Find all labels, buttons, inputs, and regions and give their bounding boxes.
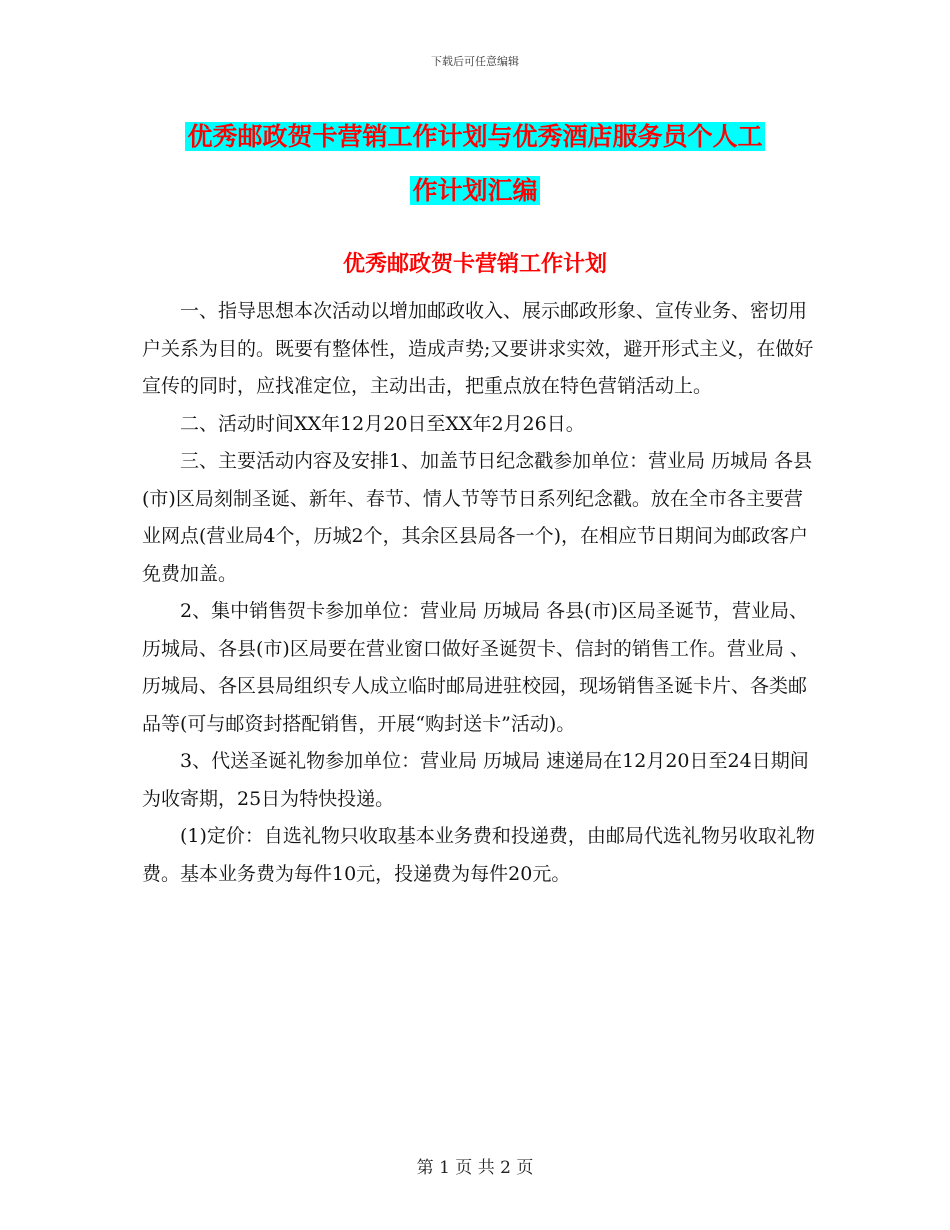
paragraph-guiding-idea: 一、指导思想本次活动以增加邮政收入、展示邮政形象、宣传业务、密切用户关系为目的。既要有整体性，造成声势;又要讲求实效，避开形式主义，在做好宣传的同时，应找准定位，主动出击，把重点放在特色营销活动上。: [142, 300, 814, 397]
header-note: 下载后可任意编辑: [431, 55, 519, 68]
document-title-line-2: [0, 164, 950, 218]
document-title-line-1: [0, 110, 950, 164]
page-number: 第 1 页 共 2 页: [416, 1158, 534, 1178]
paragraph-activity-time: 二、活动时间XX年12月20日至XX年2月26日。: [180, 412, 585, 435]
document-title: [0, 110, 950, 218]
body-text: [142, 293, 818, 893]
paragraph-main-activities: 三、主要活动内容及安排1、加盖节日纪念戳参加单位：营业局 历城局 各县(市)区局刻制圣诞、新年、春节、情人节等节日系列纪念戳。放在全市各主要营业网点(营业局4个，历城2个，其余区县局各一个)，在相应节日期间为邮政客户免费加盖。: [142, 450, 813, 585]
title-line-2-text: 作计划汇编: [412, 176, 538, 205]
paragraph-gift-delivery: 3、代送圣诞礼物参加单位：营业局 历城局 速递局在12月20日至24日期间为收寄期，25日为特快投递。: [142, 750, 809, 810]
title-line-1-text: 优秀邮政贺卡营销工作计划与优秀酒店服务员个人工: [187, 122, 763, 151]
paragraph-pricing: (1)定价：自选礼物只收取基本业务费和投递费，由邮局代选礼物另收取礼物费。基本业务费为每件10元，投递费为每件20元。: [142, 825, 815, 885]
section-title: 优秀邮政贺卡营销工作计划: [342, 251, 607, 277]
paragraph-card-sales: 2、集中销售贺卡参加单位：营业局 历城局 各县(市)区局圣诞节，营业局、历城局、各县(市)区局要在营业窗口做好圣诞贺卡、信封的销售工作。营业局 、历城局、各区县局组织专人成立临时邮局进驻校园，现场销售圣诞卡片、各类邮品等(可与邮资封搭配销售，开展“购封送卡”活动)。: [142, 600, 809, 735]
